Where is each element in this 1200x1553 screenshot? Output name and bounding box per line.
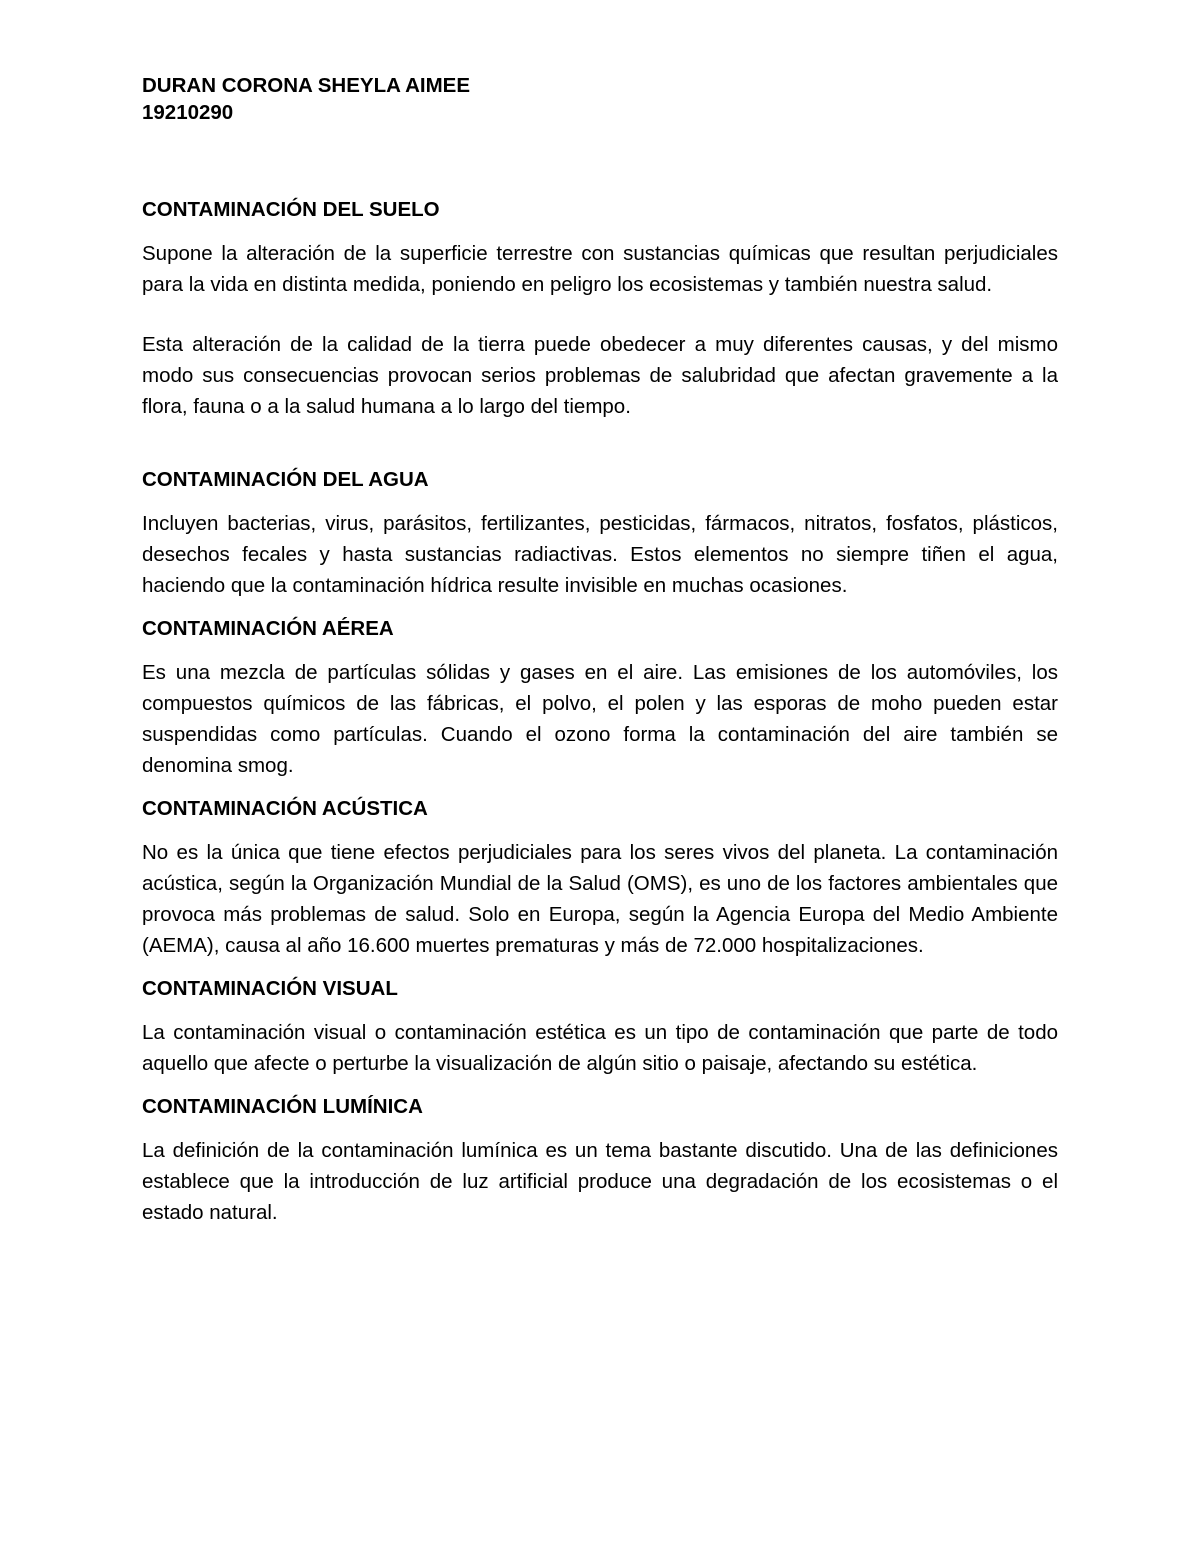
section-heading-visual: CONTAMINACIÓN VISUAL bbox=[142, 977, 398, 1000]
paragraph-spacer bbox=[142, 300, 1058, 329]
section-paragraph-acustica: No es la única que tiene efectos perjudiciales para los seres vivos del planeta. La contaminación acústica, según la Organización Mundial de la Salud (OMS), es uno de los factores ambientales que provoca más problemas de salud. Solo en Europa, según la Agencia Europa del Medio Ambiente (AEMA), causa al año 16.600 muertes prematuras y más de 72.000 hospitalizaciones. bbox=[142, 841, 1058, 957]
document-body bbox=[142, 196, 1058, 1228]
author-name: DURAN CORONA SHEYLA AIMEE bbox=[142, 74, 471, 97]
section-spacer bbox=[142, 961, 1058, 975]
section-heading-suelo: CONTAMINACIÓN DEL SUELO bbox=[142, 198, 440, 221]
section-spacer bbox=[142, 422, 1058, 466]
section-heading-luminica: CONTAMINACIÓN LUMÍNICA bbox=[142, 1095, 423, 1118]
section-heading-acustica: CONTAMINACIÓN ACÚSTICA bbox=[142, 797, 428, 820]
section-spacer bbox=[142, 781, 1058, 795]
section-heading-aerea: CONTAMINACIÓN AÉREA bbox=[142, 617, 394, 640]
section-paragraph-aerea: Es una mezcla de partículas sólidas y gases en el aire. Las emisiones de los automóviles, los compuestos químicos de las fábricas, el polvo, el polen y las esporas de moho pueden estar suspendidas como partículas. Cuando el ozono forma la contaminación del aire también se denomina smog. bbox=[142, 661, 1058, 777]
section-paragraph-suelo-1: Supone la alteración de la superficie terrestre con sustancias químicas que resultan perjudiciales para la vida en distinta medida, poniendo en peligro los ecosistemas y también nuestra salud. bbox=[142, 242, 1058, 296]
section-spacer bbox=[142, 601, 1058, 615]
section-paragraph-agua: Incluyen bacterias, virus, parásitos, fertilizantes, pesticidas, fármacos, nitratos, fosfatos, plásticos, desechos fecales y hasta sustancias radiactivas. Estos elementos no siempre tiñen el agua, haciendo que la contaminación hídrica resulte invisible en muchas ocasiones. bbox=[142, 512, 1058, 597]
section-paragraph-suelo-2: Esta alteración de la calidad de la tierra puede obedecer a muy diferentes causas, y del mismo modo sus consecuencias provocan serios problemas de salubridad que afectan gravemente a la flora, fauna o a la salud humana a lo largo del tiempo. bbox=[142, 333, 1058, 418]
section-spacer bbox=[142, 1079, 1058, 1093]
author-block bbox=[142, 72, 1058, 126]
section-paragraph-visual: La contaminación visual o contaminación estética es un tipo de contaminación que parte de todo aquello que afecte o perturbe la visualización de algún sitio o paisaje, afectando su estética. bbox=[142, 1021, 1058, 1075]
section-heading-agua: CONTAMINACIÓN DEL AGUA bbox=[142, 468, 429, 491]
section-paragraph-luminica: La definición de la contaminación lumínica es un tema bastante discutido. Una de las definiciones establece que la introducción de luz artificial produce una degradación de los ecosistemas o el estado natural. bbox=[142, 1139, 1058, 1224]
author-id: 19210290 bbox=[142, 101, 234, 124]
